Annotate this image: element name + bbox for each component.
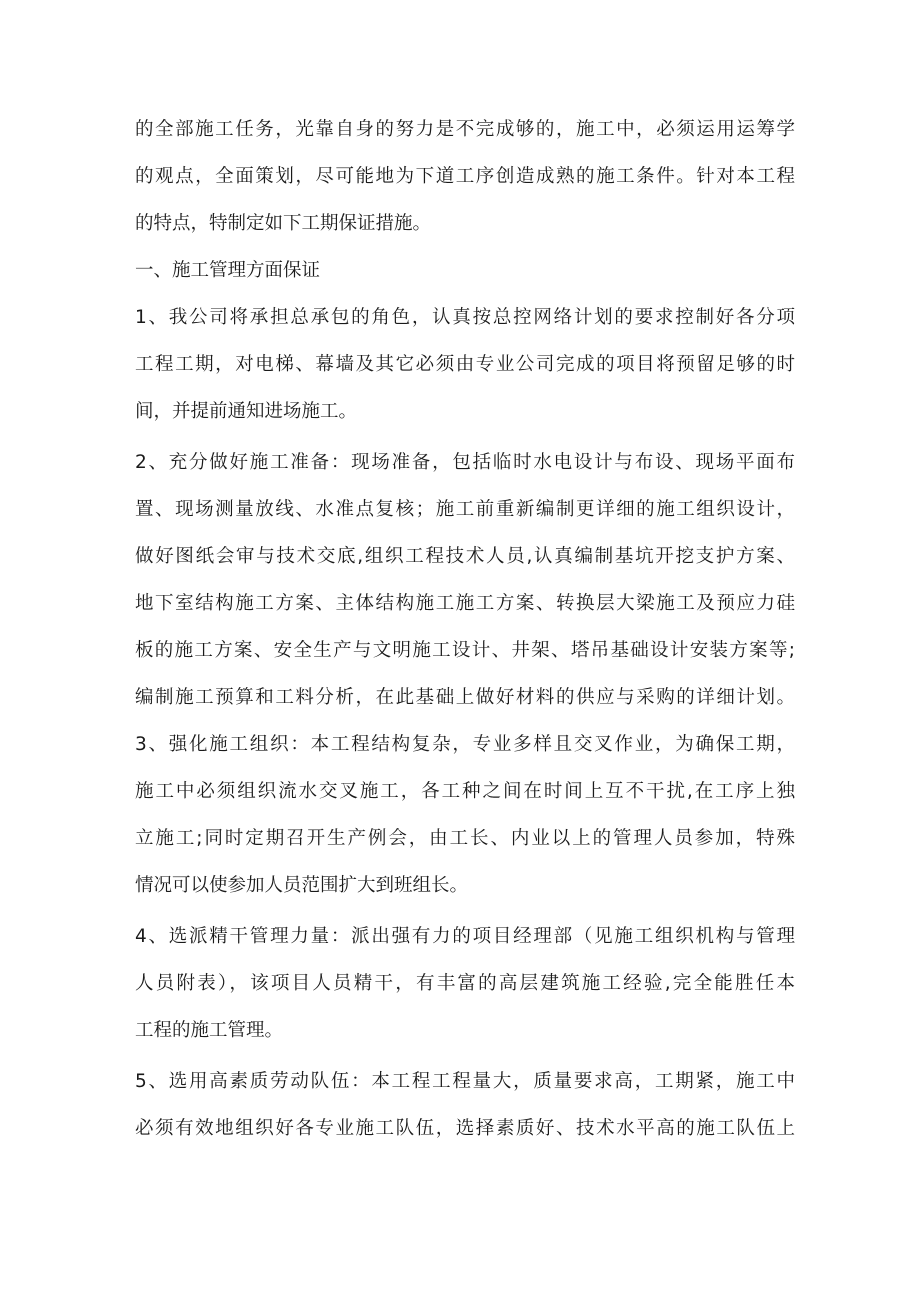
text-line: 2、充分做好施工准备：现场准备，包括临时水电设计与布设、现场平面布 (135, 452, 795, 473)
text-line: 的观点，全面策划，尽可能地为下道工序创造成熟的施工条件。针对本工程 (135, 166, 795, 187)
text-line: 地下室结构施工方案、主体结构施工施工方案、转换层大梁施工及预应力硅 (135, 593, 795, 614)
text-line: 5、选用高素质劳动队伍：本工程工程量大，质量要求高，工期紧，施工中 (135, 1071, 795, 1092)
text-line: 3、强化施工组织：本工程结构复杂，专业多样且交叉作业，为确保工期， (135, 734, 795, 755)
text-line: 立施工;同时定期召开生产例会，由工长、内业以上的管理人员参加，特殊 (135, 828, 795, 849)
text-line: 的特点，特制定如下工期保证措施。 (135, 213, 432, 234)
text-line: 做好图纸会审与技术交底,组织工程技术人员,认真编制基坑开挖支护方案、 (135, 546, 795, 567)
text-line: 1、我公司将承担总承包的角色，认真按总控网络计划的要求控制好各分项 (135, 307, 795, 328)
text-line: 工程工期，对电梯、幕墙及其它必须由专业公司完成的项目将预留足够的时 (135, 354, 795, 375)
text-line: 必须有效地组织好各专业施工队伍，选择素质好、技术水平高的施工队伍上 (135, 1118, 795, 1139)
text-line: 工程的施工管理。 (135, 1020, 284, 1041)
text-line: 间，并提前通知进场施工。 (135, 401, 358, 422)
text-line: 置、现场测量放线、水准点复核；施工前重新编制更详细的施工组织设计， (135, 499, 795, 520)
text-line: 的全部施工任务，光靠自身的努力是不完成够的，施工中，必须运用运筹学 (135, 119, 795, 140)
text-line: 板的施工方案、安全生产与文明施工设计、井架、塔吊基础设计安装方案等; (135, 640, 795, 661)
text-line: 人员附表），该项目人员精干，有丰富的高层建筑施工经验,完全能胜任本 (135, 973, 795, 994)
section-heading: 一、施工管理方面保证 (135, 260, 321, 281)
text-line: 4、选派精干管理力量：派出强有力的项目经理部（见施工组织机构与管理 (135, 926, 795, 947)
text-line: 情况可以使参加人员范围扩大到班组长。 (135, 875, 469, 896)
text-line: 编制施工预算和工料分析，在此基础上做好材料的供应与采购的详细计划。 (135, 687, 795, 708)
text-line: 施工中必须组织流水交叉施工，各工种之间在时间上互不干扰,在工序上独 (135, 781, 795, 802)
